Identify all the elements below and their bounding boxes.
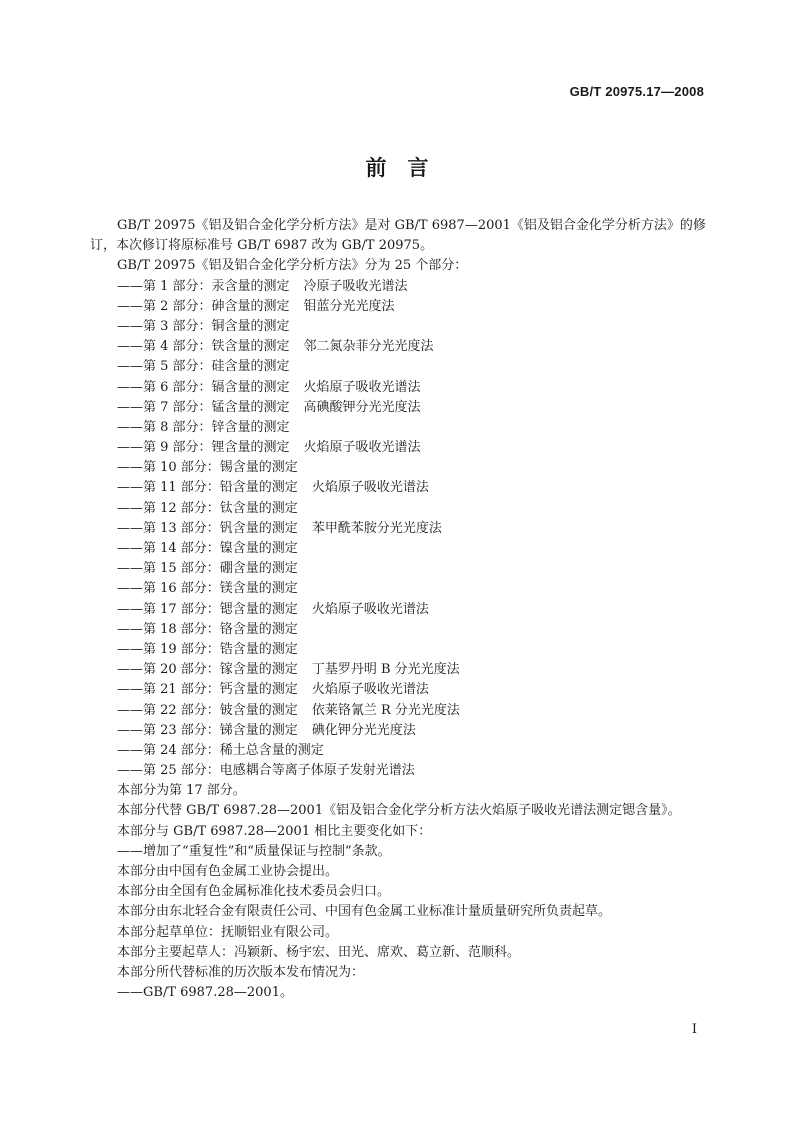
closing-line: ——GB/T 6987.28—2001。 bbox=[117, 985, 293, 1001]
part-method: 火焰原子吸收光谱法 bbox=[311, 480, 429, 496]
part-method: 丁基罗丹明 B 分光光度法 bbox=[311, 662, 460, 678]
closing-line: 本部分为第 17 部分。 bbox=[117, 783, 246, 799]
part-method: 高碘酸钾分光光度法 bbox=[303, 399, 421, 415]
part-method: 冷原子吸收光谱法 bbox=[303, 278, 408, 294]
closing-line: 本部分代替 GB/T 6987.28—2001《铝及铝合金化学分析方法火焰原子吸收光谱法测定锶含量》。 bbox=[117, 803, 681, 819]
part-label: ——第 23 部分：锑含量的测定 bbox=[117, 722, 298, 738]
intro-line-3: GB/T 20975《铝及铝合金化学分析方法》分为 25 个部分： bbox=[117, 258, 468, 274]
part-label: ——第 16 部分：镁含量的测定 bbox=[117, 581, 298, 597]
closing-line: 本部分由东北轻合金有限责任公司、中国有色金属工业标准计量质量研究所负责起草。 bbox=[117, 904, 612, 920]
part-label: ——第 8 部分：锌含量的测定 bbox=[117, 419, 290, 435]
part-item bbox=[117, 458, 707, 478]
intro-line-1: GB/T 20975《铝及铝合金化学分析方法》是对 GB/T 6987—2001《铝及铝合金化学分析方法》的修 bbox=[117, 218, 706, 233]
closing-line: 本部分由全国有色金属标准化技术委员会归口。 bbox=[117, 884, 391, 900]
part-item bbox=[117, 398, 707, 418]
intro-line-2: 订，本次修订将原标准号 GB/T 6987 改为 GB/T 20975。 bbox=[90, 238, 434, 254]
part-item bbox=[117, 640, 707, 660]
part-label: ——第 3 部分：铜含量的测定 bbox=[117, 318, 290, 334]
part-item bbox=[117, 600, 707, 620]
part-method: 依莱铬氰兰 R 分光光度法 bbox=[311, 702, 460, 718]
parts-list bbox=[117, 277, 707, 782]
part-item bbox=[117, 721, 707, 741]
page-title: 前 言 bbox=[365, 156, 429, 180]
part-item bbox=[117, 660, 707, 680]
part-item bbox=[117, 539, 707, 559]
closing-line: 本部分由中国有色金属工业协会提出。 bbox=[117, 864, 339, 879]
part-method: 火焰原子吸收光谱法 bbox=[303, 440, 421, 456]
closing-line: 本部分主要起草人：冯颖新、杨宇宏、田光、席欢、葛立新、范顺科。 bbox=[117, 944, 521, 960]
page-number: I bbox=[691, 1022, 697, 1037]
part-item bbox=[117, 761, 707, 781]
part-label: ——第 21 部分：钙含量的测定 bbox=[117, 682, 298, 698]
part-label: ——第 1 部分：汞含量的测定 bbox=[117, 278, 290, 294]
standard-number: GB/T 20975.17—2008 bbox=[569, 84, 704, 99]
part-label: ——第 19 部分：锆含量的测定 bbox=[117, 641, 298, 657]
part-label: ——第 14 部分：镍含量的测定 bbox=[117, 541, 298, 556]
closing-line: ——增加了“重复性”和“质量保证与控制”条款。 bbox=[117, 843, 391, 859]
part-label: ——第 13 部分：钒含量的测定 bbox=[117, 520, 298, 536]
part-item bbox=[117, 499, 707, 519]
part-item bbox=[117, 701, 707, 721]
part-label: ——第 6 部分：镉含量的测定 bbox=[117, 379, 290, 395]
part-item bbox=[117, 579, 707, 599]
part-label: ——第 20 部分：镓含量的测定 bbox=[117, 662, 298, 678]
part-label: ——第 15 部分：硼含量的测定 bbox=[117, 561, 298, 577]
part-item bbox=[117, 337, 707, 357]
part-method: 邻二氮杂菲分光光度法 bbox=[303, 339, 434, 355]
part-label: ——第 4 部分：铁含量的测定 bbox=[117, 339, 290, 355]
part-label: ——第 22 部分：铍含量的测定 bbox=[117, 702, 298, 718]
part-item bbox=[117, 519, 707, 539]
part-method: 苯甲酰苯胺分光光度法 bbox=[311, 520, 442, 536]
part-label: ——第 5 部分：硅含量的测定 bbox=[117, 359, 290, 375]
part-item bbox=[117, 559, 707, 579]
part-method: 火焰原子吸收光谱法 bbox=[311, 601, 429, 617]
part-item bbox=[117, 741, 707, 761]
part-item bbox=[117, 277, 707, 297]
closing-line: 本部分与 GB/T 6987.28—2001 相比主要变化如下： bbox=[117, 823, 432, 839]
part-label: ——第 17 部分：锶含量的测定 bbox=[117, 601, 298, 617]
part-label: ——第 25 部分：电感耦合等离子体原子发射光谱法 bbox=[117, 763, 415, 779]
part-item bbox=[117, 620, 707, 640]
part-item bbox=[117, 378, 707, 398]
part-item bbox=[117, 680, 707, 700]
closing-paragraphs bbox=[117, 781, 707, 1003]
part-method: 钼蓝分光光度法 bbox=[303, 298, 395, 314]
part-label: ——第 7 部分：锰含量的测定 bbox=[117, 399, 290, 415]
closing-line: 本部分起草单位：抚顺铝业有限公司。 bbox=[117, 924, 339, 940]
part-label: ——第 2 部分：砷含量的测定 bbox=[117, 298, 290, 314]
part-method: 碘化钾分光光度法 bbox=[311, 722, 416, 738]
part-item bbox=[117, 297, 707, 317]
part-item bbox=[117, 478, 707, 498]
part-item bbox=[117, 317, 707, 337]
part-label: ——第 24 部分：稀土总含量的测定 bbox=[117, 742, 324, 758]
part-label: ——第 10 部分：锡含量的测定 bbox=[117, 460, 298, 476]
part-item bbox=[117, 418, 707, 438]
part-method: 火焰原子吸收光谱法 bbox=[311, 682, 429, 698]
foreword-body bbox=[90, 216, 707, 1003]
closing-line: 本部分所代替标准的历次版本发布情况为： bbox=[117, 964, 365, 980]
part-method: 火焰原子吸收光谱法 bbox=[303, 379, 421, 395]
part-label: ——第 11 部分：铅含量的测定 bbox=[117, 480, 298, 496]
part-item bbox=[117, 357, 707, 377]
part-label: ——第 9 部分：锂含量的测定 bbox=[117, 440, 290, 456]
part-label: ——第 12 部分：钛含量的测定 bbox=[117, 500, 298, 516]
part-label: ——第 18 部分：铬含量的测定 bbox=[117, 621, 298, 637]
part-item bbox=[117, 438, 707, 458]
